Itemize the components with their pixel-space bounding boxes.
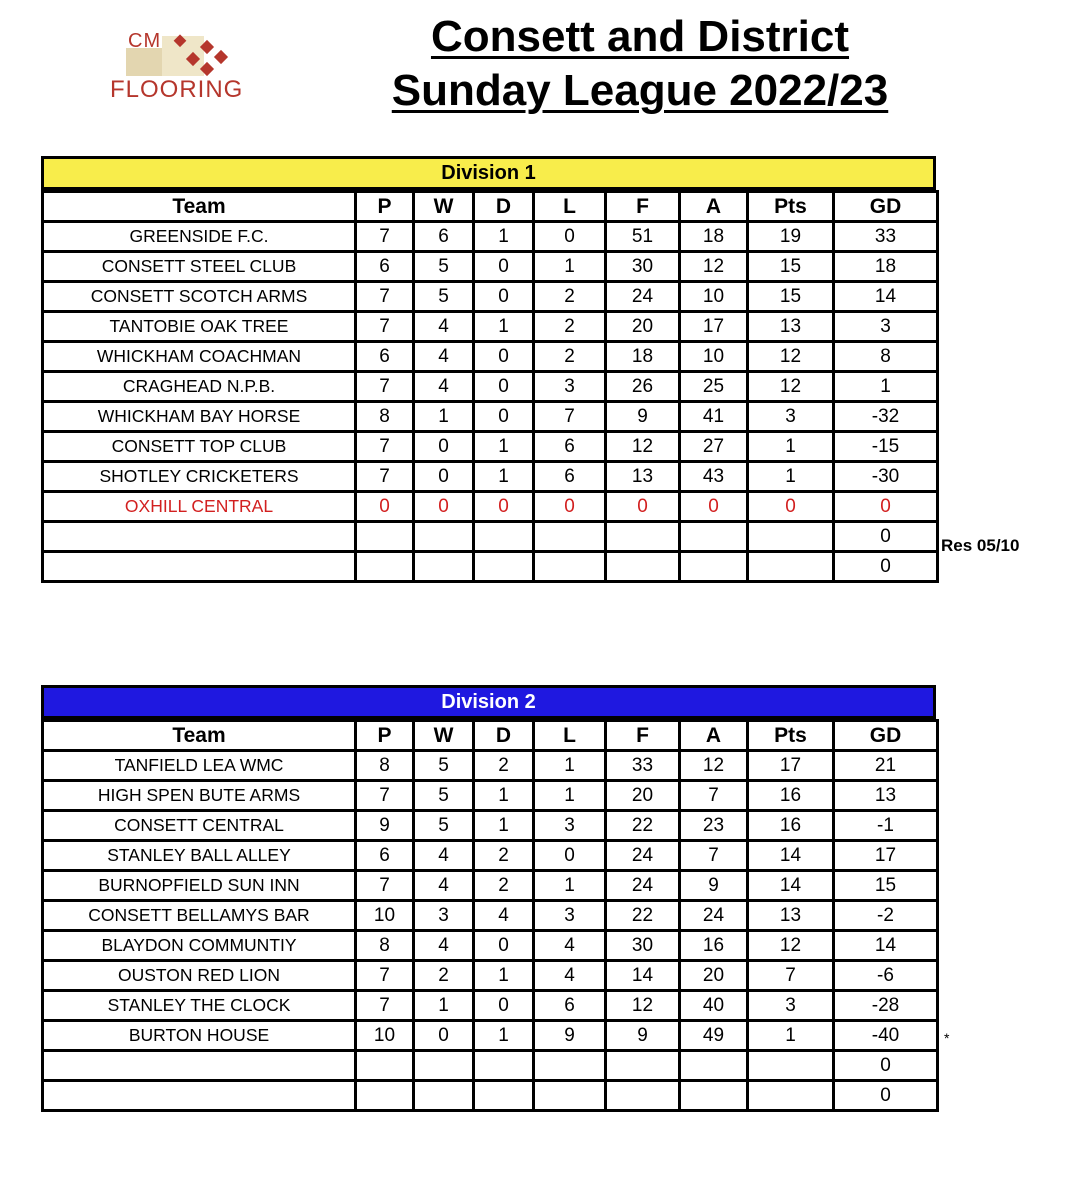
w-cell: 4 bbox=[414, 841, 474, 871]
a-cell: 12 bbox=[680, 751, 748, 781]
table-row bbox=[43, 841, 938, 871]
pts-cell: 12 bbox=[748, 931, 834, 961]
table-row bbox=[43, 751, 938, 781]
pts-cell bbox=[748, 1081, 834, 1111]
pts-cell: 3 bbox=[748, 402, 834, 432]
title-line-2: Sunday League 2022/23 bbox=[391, 66, 889, 115]
d-cell: 0 bbox=[474, 282, 534, 312]
a-cell: 7 bbox=[680, 841, 748, 871]
team-name-cell: BLAYDON COMMUNTIY bbox=[43, 931, 356, 961]
d-cell: 1 bbox=[474, 462, 534, 492]
l-cell: 6 bbox=[534, 462, 606, 492]
w-cell bbox=[414, 1051, 474, 1081]
a-cell: 41 bbox=[680, 402, 748, 432]
p-cell bbox=[356, 1051, 414, 1081]
team-name-cell: STANLEY BALL ALLEY bbox=[43, 841, 356, 871]
f-cell bbox=[606, 1081, 680, 1111]
team-name-cell: TANFIELD LEA WMC bbox=[43, 751, 356, 781]
gd-cell: 1 bbox=[834, 372, 938, 402]
f-cell: 24 bbox=[606, 871, 680, 901]
team-name-cell: OUSTON RED LION bbox=[43, 961, 356, 991]
column-header: W bbox=[414, 721, 474, 751]
gd-cell: -1 bbox=[834, 811, 938, 841]
gd-cell: 8 bbox=[834, 342, 938, 372]
a-cell: 0 bbox=[680, 492, 748, 522]
w-cell: 0 bbox=[414, 432, 474, 462]
f-cell: 30 bbox=[606, 252, 680, 282]
w-cell: 5 bbox=[414, 252, 474, 282]
pts-cell: 0 bbox=[748, 492, 834, 522]
gd-cell: -6 bbox=[834, 961, 938, 991]
w-cell: 0 bbox=[414, 1021, 474, 1051]
cm-flooring-logo bbox=[104, 26, 280, 106]
d-cell: 1 bbox=[474, 1021, 534, 1051]
f-cell: 12 bbox=[606, 432, 680, 462]
l-cell: 7 bbox=[534, 402, 606, 432]
pts-cell: 19 bbox=[748, 222, 834, 252]
pts-cell: 14 bbox=[748, 841, 834, 871]
f-cell: 33 bbox=[606, 751, 680, 781]
a-cell: 43 bbox=[680, 462, 748, 492]
column-header: D bbox=[474, 721, 534, 751]
w-cell bbox=[414, 1081, 474, 1111]
w-cell: 4 bbox=[414, 931, 474, 961]
f-cell: 22 bbox=[606, 811, 680, 841]
a-cell: 12 bbox=[680, 252, 748, 282]
gd-cell: 3 bbox=[834, 312, 938, 342]
title-line-1: Consett and District bbox=[430, 12, 850, 61]
a-cell bbox=[680, 1051, 748, 1081]
f-cell: 18 bbox=[606, 342, 680, 372]
d-cell: 1 bbox=[474, 961, 534, 991]
gd-cell: 14 bbox=[834, 282, 938, 312]
f-cell: 9 bbox=[606, 1021, 680, 1051]
gd-cell: 21 bbox=[834, 751, 938, 781]
column-header: F bbox=[606, 192, 680, 222]
a-cell: 17 bbox=[680, 312, 748, 342]
l-cell: 6 bbox=[534, 991, 606, 1021]
table-row bbox=[43, 432, 938, 462]
p-cell: 8 bbox=[356, 931, 414, 961]
f-cell bbox=[606, 552, 680, 582]
w-cell: 5 bbox=[414, 282, 474, 312]
gd-cell: 13 bbox=[834, 781, 938, 811]
team-name-cell: WHICKHAM COACHMAN bbox=[43, 342, 356, 372]
l-cell: 2 bbox=[534, 342, 606, 372]
w-cell: 2 bbox=[414, 961, 474, 991]
l-cell: 0 bbox=[534, 841, 606, 871]
table-row bbox=[43, 312, 938, 342]
team-name-cell: CONSETT CENTRAL bbox=[43, 811, 356, 841]
f-cell: 30 bbox=[606, 931, 680, 961]
pts-cell: 3 bbox=[748, 991, 834, 1021]
f-cell bbox=[606, 522, 680, 552]
p-cell: 7 bbox=[356, 871, 414, 901]
pts-cell: 13 bbox=[748, 901, 834, 931]
division-1-header-row bbox=[43, 192, 938, 222]
division-2-note: * bbox=[944, 1030, 950, 1046]
l-cell bbox=[534, 1051, 606, 1081]
f-cell: 0 bbox=[606, 492, 680, 522]
column-header: D bbox=[474, 192, 534, 222]
team-name-cell: BURNOPFIELD SUN INN bbox=[43, 871, 356, 901]
f-cell: 24 bbox=[606, 282, 680, 312]
a-cell: 20 bbox=[680, 961, 748, 991]
f-cell: 22 bbox=[606, 901, 680, 931]
gd-cell: 0 bbox=[834, 522, 938, 552]
table-row bbox=[43, 492, 938, 522]
a-cell: 27 bbox=[680, 432, 748, 462]
d-cell: 1 bbox=[474, 312, 534, 342]
a-cell: 23 bbox=[680, 811, 748, 841]
pts-cell: 12 bbox=[748, 342, 834, 372]
gd-cell: 0 bbox=[834, 552, 938, 582]
table-row bbox=[43, 282, 938, 312]
table-row bbox=[43, 901, 938, 931]
l-cell: 1 bbox=[534, 252, 606, 282]
l-cell: 4 bbox=[534, 961, 606, 991]
w-cell: 5 bbox=[414, 751, 474, 781]
column-header: P bbox=[356, 192, 414, 222]
gd-cell: -30 bbox=[834, 462, 938, 492]
team-name-cell: OXHILL CENTRAL bbox=[43, 492, 356, 522]
team-name-cell bbox=[43, 552, 356, 582]
gd-cell: 0 bbox=[834, 1051, 938, 1081]
d-cell: 1 bbox=[474, 781, 534, 811]
d-cell bbox=[474, 552, 534, 582]
a-cell: 25 bbox=[680, 372, 748, 402]
column-header: A bbox=[680, 192, 748, 222]
column-header: Team bbox=[43, 192, 356, 222]
f-cell: 20 bbox=[606, 312, 680, 342]
team-name-cell bbox=[43, 1051, 356, 1081]
a-cell: 24 bbox=[680, 901, 748, 931]
pts-cell: 7 bbox=[748, 961, 834, 991]
a-cell: 7 bbox=[680, 781, 748, 811]
w-cell: 0 bbox=[414, 462, 474, 492]
w-cell bbox=[414, 552, 474, 582]
p-cell: 7 bbox=[356, 991, 414, 1021]
p-cell: 7 bbox=[356, 432, 414, 462]
division-1-league-table bbox=[41, 190, 939, 583]
division-1-header: Division 1 bbox=[41, 156, 936, 190]
d-cell bbox=[474, 522, 534, 552]
f-cell: 9 bbox=[606, 402, 680, 432]
gd-cell: 33 bbox=[834, 222, 938, 252]
a-cell: 10 bbox=[680, 342, 748, 372]
a-cell: 18 bbox=[680, 222, 748, 252]
w-cell: 4 bbox=[414, 871, 474, 901]
team-name-cell: GREENSIDE F.C. bbox=[43, 222, 356, 252]
a-cell: 16 bbox=[680, 931, 748, 961]
p-cell: 7 bbox=[356, 462, 414, 492]
table-row bbox=[43, 1081, 938, 1111]
column-header: Pts bbox=[748, 721, 834, 751]
pts-cell: 15 bbox=[748, 252, 834, 282]
column-header: Pts bbox=[748, 192, 834, 222]
team-name-cell: HIGH SPEN BUTE ARMS bbox=[43, 781, 356, 811]
l-cell bbox=[534, 522, 606, 552]
gd-cell: -28 bbox=[834, 991, 938, 1021]
w-cell: 1 bbox=[414, 991, 474, 1021]
gd-cell: 17 bbox=[834, 841, 938, 871]
a-cell: 9 bbox=[680, 871, 748, 901]
team-name-cell bbox=[43, 1081, 356, 1111]
column-header: L bbox=[534, 192, 606, 222]
p-cell: 8 bbox=[356, 751, 414, 781]
pts-cell bbox=[748, 522, 834, 552]
a-cell bbox=[680, 1081, 748, 1111]
l-cell: 0 bbox=[534, 492, 606, 522]
p-cell: 7 bbox=[356, 312, 414, 342]
team-name-cell: WHICKHAM BAY HORSE bbox=[43, 402, 356, 432]
l-cell: 4 bbox=[534, 931, 606, 961]
table-row bbox=[43, 931, 938, 961]
w-cell: 5 bbox=[414, 781, 474, 811]
d-cell: 4 bbox=[474, 901, 534, 931]
logo-cm-text: CM bbox=[128, 30, 162, 52]
d-cell: 0 bbox=[474, 252, 534, 282]
d-cell: 0 bbox=[474, 492, 534, 522]
table-row bbox=[43, 811, 938, 841]
column-header: P bbox=[356, 721, 414, 751]
table-row bbox=[43, 252, 938, 282]
l-cell: 0 bbox=[534, 222, 606, 252]
a-cell: 49 bbox=[680, 1021, 748, 1051]
l-cell: 3 bbox=[534, 811, 606, 841]
a-cell: 40 bbox=[680, 991, 748, 1021]
division-2-table bbox=[41, 685, 936, 1112]
gd-cell: -2 bbox=[834, 901, 938, 931]
pts-cell: 13 bbox=[748, 312, 834, 342]
pts-cell: 1 bbox=[748, 1021, 834, 1051]
l-cell bbox=[534, 552, 606, 582]
f-cell: 14 bbox=[606, 961, 680, 991]
d-cell: 2 bbox=[474, 841, 534, 871]
table-row bbox=[43, 781, 938, 811]
pts-cell: 12 bbox=[748, 372, 834, 402]
p-cell bbox=[356, 552, 414, 582]
w-cell: 6 bbox=[414, 222, 474, 252]
table-row bbox=[43, 991, 938, 1021]
pts-cell bbox=[748, 1051, 834, 1081]
d-cell: 0 bbox=[474, 931, 534, 961]
pts-cell: 15 bbox=[748, 282, 834, 312]
gd-cell: 14 bbox=[834, 931, 938, 961]
p-cell: 7 bbox=[356, 961, 414, 991]
column-header: GD bbox=[834, 721, 938, 751]
l-cell: 1 bbox=[534, 871, 606, 901]
division-2-league-table bbox=[41, 719, 939, 1112]
f-cell: 20 bbox=[606, 781, 680, 811]
gd-cell: -40 bbox=[834, 1021, 938, 1051]
p-cell: 6 bbox=[356, 342, 414, 372]
f-cell: 24 bbox=[606, 841, 680, 871]
table-row bbox=[43, 1051, 938, 1081]
gd-cell: -32 bbox=[834, 402, 938, 432]
table-row bbox=[43, 342, 938, 372]
team-name-cell: TANTOBIE OAK TREE bbox=[43, 312, 356, 342]
l-cell: 1 bbox=[534, 781, 606, 811]
team-name-cell: CONSETT BELLAMYS BAR bbox=[43, 901, 356, 931]
pts-cell: 1 bbox=[748, 462, 834, 492]
gd-cell: -15 bbox=[834, 432, 938, 462]
column-header: W bbox=[414, 192, 474, 222]
team-name-cell: STANLEY THE CLOCK bbox=[43, 991, 356, 1021]
w-cell: 4 bbox=[414, 372, 474, 402]
d-cell: 2 bbox=[474, 751, 534, 781]
l-cell: 2 bbox=[534, 282, 606, 312]
d-cell: 2 bbox=[474, 871, 534, 901]
gd-cell: 15 bbox=[834, 871, 938, 901]
f-cell: 12 bbox=[606, 991, 680, 1021]
p-cell: 7 bbox=[356, 222, 414, 252]
a-cell bbox=[680, 552, 748, 582]
table-row bbox=[43, 402, 938, 432]
table-row bbox=[43, 871, 938, 901]
logo-flooring-text: FLOORING bbox=[110, 76, 244, 103]
d-cell: 0 bbox=[474, 342, 534, 372]
p-cell: 6 bbox=[356, 841, 414, 871]
division-1-note: Res 05/10 bbox=[941, 536, 1020, 555]
f-cell: 26 bbox=[606, 372, 680, 402]
l-cell: 2 bbox=[534, 312, 606, 342]
w-cell: 4 bbox=[414, 342, 474, 372]
p-cell: 6 bbox=[356, 252, 414, 282]
team-name-cell: CONSETT STEEL CLUB bbox=[43, 252, 356, 282]
d-cell: 1 bbox=[474, 222, 534, 252]
f-cell bbox=[606, 1051, 680, 1081]
p-cell bbox=[356, 1081, 414, 1111]
division-2-header-row bbox=[43, 721, 938, 751]
d-cell bbox=[474, 1081, 534, 1111]
p-cell: 7 bbox=[356, 282, 414, 312]
table-row bbox=[43, 222, 938, 252]
d-cell: 0 bbox=[474, 402, 534, 432]
table-row bbox=[43, 552, 938, 582]
f-cell: 13 bbox=[606, 462, 680, 492]
d-cell: 1 bbox=[474, 811, 534, 841]
d-cell: 0 bbox=[474, 372, 534, 402]
w-cell: 0 bbox=[414, 492, 474, 522]
division-1-table bbox=[41, 156, 936, 583]
pts-cell: 14 bbox=[748, 871, 834, 901]
p-cell: 10 bbox=[356, 901, 414, 931]
page-title bbox=[340, 10, 940, 118]
division-2-header: Division 2 bbox=[41, 685, 936, 719]
table-row bbox=[43, 462, 938, 492]
pts-cell: 1 bbox=[748, 432, 834, 462]
column-header: A bbox=[680, 721, 748, 751]
team-name-cell: BURTON HOUSE bbox=[43, 1021, 356, 1051]
column-header: F bbox=[606, 721, 680, 751]
team-name-cell: CRAGHEAD N.P.B. bbox=[43, 372, 356, 402]
l-cell: 3 bbox=[534, 372, 606, 402]
p-cell: 7 bbox=[356, 781, 414, 811]
table-row bbox=[43, 372, 938, 402]
pts-cell: 16 bbox=[748, 781, 834, 811]
d-cell: 1 bbox=[474, 432, 534, 462]
p-cell: 0 bbox=[356, 492, 414, 522]
w-cell: 1 bbox=[414, 402, 474, 432]
p-cell: 10 bbox=[356, 1021, 414, 1051]
p-cell: 7 bbox=[356, 372, 414, 402]
d-cell bbox=[474, 1051, 534, 1081]
pts-cell: 17 bbox=[748, 751, 834, 781]
team-name-cell: CONSETT SCOTCH ARMS bbox=[43, 282, 356, 312]
l-cell: 1 bbox=[534, 751, 606, 781]
column-header: L bbox=[534, 721, 606, 751]
l-cell: 3 bbox=[534, 901, 606, 931]
w-cell: 5 bbox=[414, 811, 474, 841]
l-cell: 6 bbox=[534, 432, 606, 462]
p-cell: 9 bbox=[356, 811, 414, 841]
team-name-cell: SHOTLEY CRICKETERS bbox=[43, 462, 356, 492]
team-name-cell bbox=[43, 522, 356, 552]
gd-cell: 0 bbox=[834, 1081, 938, 1111]
d-cell: 0 bbox=[474, 991, 534, 1021]
l-cell: 9 bbox=[534, 1021, 606, 1051]
gd-cell: 0 bbox=[834, 492, 938, 522]
p-cell bbox=[356, 522, 414, 552]
a-cell: 10 bbox=[680, 282, 748, 312]
table-row bbox=[43, 1021, 938, 1051]
column-header: Team bbox=[43, 721, 356, 751]
gd-cell: 18 bbox=[834, 252, 938, 282]
w-cell: 3 bbox=[414, 901, 474, 931]
p-cell: 8 bbox=[356, 402, 414, 432]
pts-cell bbox=[748, 552, 834, 582]
f-cell: 51 bbox=[606, 222, 680, 252]
w-cell bbox=[414, 522, 474, 552]
w-cell: 4 bbox=[414, 312, 474, 342]
a-cell bbox=[680, 522, 748, 552]
column-header: GD bbox=[834, 192, 938, 222]
team-name-cell: CONSETT TOP CLUB bbox=[43, 432, 356, 462]
table-row bbox=[43, 522, 938, 552]
table-row bbox=[43, 961, 938, 991]
l-cell bbox=[534, 1081, 606, 1111]
pts-cell: 16 bbox=[748, 811, 834, 841]
